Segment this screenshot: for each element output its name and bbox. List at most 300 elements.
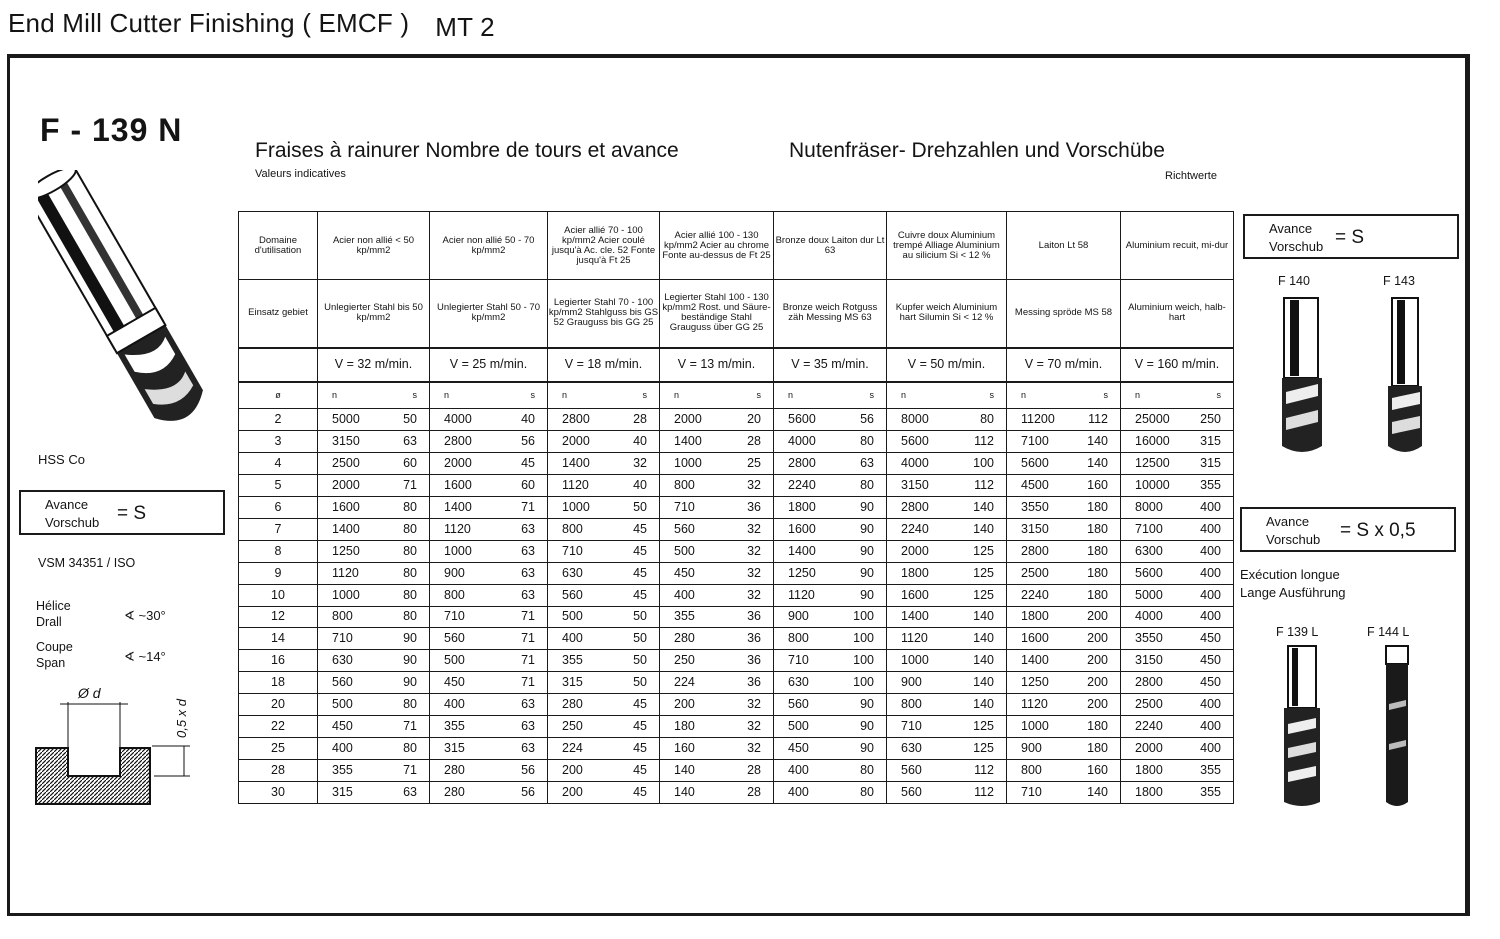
value-cell-pair	[887, 521, 1006, 536]
rpm-value: 1400	[901, 609, 929, 624]
value-cell-pair	[887, 477, 1006, 492]
rpm-value: 630	[332, 653, 353, 668]
value-cell	[430, 760, 548, 782]
rpm-value: 1600	[901, 587, 929, 602]
value-cell-pair	[887, 565, 1006, 580]
diameter-cell: 28	[239, 760, 318, 782]
rpm-value: 1400	[788, 543, 816, 558]
value-cell-pair	[318, 699, 429, 710]
feed-value: 125	[973, 719, 994, 734]
subheading-french: Valeurs indicatives	[255, 168, 346, 180]
value-cell-pair	[774, 743, 886, 754]
rpm-value: 1120	[1021, 697, 1048, 712]
value-cell	[1007, 738, 1121, 760]
rpm-value: 180	[674, 719, 695, 734]
value-cell-pair	[887, 655, 1006, 666]
feed-value: 45	[633, 543, 647, 558]
rpm-value: 4000	[901, 455, 929, 470]
feed-value: 400	[1200, 609, 1221, 624]
value-cell	[548, 716, 660, 738]
table-row	[239, 540, 1234, 562]
rpm-value: 2800	[1021, 543, 1049, 558]
header-de-cell: Kupfer weich Aluminium hart Silumin Si < 12 %	[887, 280, 1007, 348]
value-cell	[548, 431, 660, 453]
value-cell-pair	[548, 787, 659, 798]
rpm-value: 710	[444, 609, 465, 624]
feed-value: 100	[853, 631, 874, 646]
feed-value: 125	[973, 741, 994, 756]
header-fr-cell: Cuivre doux Aluminium trempé Alliage Aluminium au silicium Si < 12 %	[887, 212, 1007, 280]
value-cell-pair	[660, 499, 773, 514]
cutting-angle-label	[36, 639, 73, 671]
value-cell-pair	[318, 565, 429, 580]
header-fr-cell: Acier non allié < 50 kp/mm2	[318, 212, 430, 280]
rpm-value: 2800	[444, 433, 472, 448]
value-cell-pair	[548, 699, 659, 710]
value-cell-pair	[430, 633, 547, 644]
value-cell	[430, 738, 548, 760]
feed-long-label-fr: Avance	[1266, 514, 1310, 529]
value-cell	[1007, 672, 1121, 694]
rpm-value: 710	[901, 719, 922, 734]
feed-value: 400	[1200, 587, 1221, 602]
value-cell	[548, 672, 660, 694]
feed-value: 56	[521, 433, 535, 448]
n-s-header-pair	[548, 390, 659, 401]
feed-value: 180	[1087, 719, 1108, 734]
title-text: End Mill Cutter Finishing ( EMCF )	[8, 8, 410, 38]
table-row	[239, 694, 1234, 716]
value-cell	[887, 782, 1007, 804]
value-cell-pair	[887, 414, 1006, 425]
rpm-value: n	[1021, 390, 1027, 401]
rpm-value: 200	[674, 697, 695, 712]
rpm-value: 355	[332, 763, 353, 778]
diameter-cell: 10	[239, 584, 318, 606]
rpm-value: 450	[674, 565, 695, 580]
feed-value: 32	[747, 587, 761, 602]
rpm-value: n	[444, 390, 450, 401]
rpm-value: 900	[901, 675, 922, 690]
cutting-speed-cell: V = 25 m/min.	[430, 348, 548, 383]
feed-value: 50	[633, 653, 647, 668]
feed-value: s	[869, 390, 874, 401]
feed-value: 100	[973, 455, 994, 470]
value-cell	[318, 496, 430, 518]
feed-value: 71	[521, 609, 535, 624]
feed-value: 180	[1087, 521, 1108, 536]
n-s-header-pair	[318, 390, 429, 401]
rpm-value: 280	[674, 631, 695, 646]
rpm-value: 2800	[562, 412, 590, 427]
feed-value: 50	[633, 675, 647, 690]
feed-long-label-de: Vorschub	[1266, 532, 1321, 547]
value-cell	[318, 409, 430, 431]
value-cell	[1007, 540, 1121, 562]
feed-value: 400	[1200, 499, 1221, 514]
rpm-value: n	[1135, 390, 1141, 401]
rpm-value: 1000	[901, 653, 929, 668]
value-cell	[430, 716, 548, 738]
rpm-value: 1400	[332, 521, 360, 536]
cutting-speed-cell: V = 70 m/min.	[1007, 348, 1121, 383]
value-cell-pair	[660, 699, 773, 710]
value-cell-pair	[318, 655, 429, 666]
rpm-value: 2500	[1021, 565, 1049, 580]
value-cell-pair	[548, 433, 659, 448]
feed-value: 200	[1087, 653, 1108, 668]
value-cell-pair	[1121, 499, 1233, 514]
feed-value: 90	[860, 587, 874, 602]
rpm-value: 7100	[1135, 521, 1163, 536]
value-cell-pair	[1121, 743, 1233, 754]
value-cell	[774, 474, 887, 496]
value-cell	[887, 584, 1007, 606]
rpm-value: 3150	[1021, 521, 1049, 536]
rpm-value: 500	[332, 697, 353, 712]
feed-value: 71	[521, 653, 535, 668]
rpm-value: 1400	[562, 455, 590, 470]
value-cell	[318, 474, 430, 496]
cutting-angle-value: ∢ ~14°	[124, 649, 166, 664]
table-row	[239, 650, 1234, 672]
value-cell-pair	[887, 633, 1006, 644]
value-cell	[548, 584, 660, 606]
value-cell	[318, 716, 430, 738]
feed-label-de-2: Vorschub	[1269, 239, 1324, 254]
value-cell	[548, 562, 660, 584]
value-cell-pair	[548, 565, 659, 580]
rpm-value: 224	[674, 675, 695, 690]
value-cell-pair	[430, 499, 547, 514]
feed-value: 90	[860, 719, 874, 734]
feed-value: 32	[747, 697, 761, 712]
header-de-cell: Einsatz gebiet	[239, 280, 318, 348]
value-cell	[318, 738, 430, 760]
value-cell-pair	[430, 543, 547, 558]
value-cell	[318, 650, 430, 672]
feed-value: 60	[521, 477, 535, 492]
feed-value: 80	[860, 785, 874, 799]
groove-diagram	[30, 680, 210, 808]
feed-box-long-tools	[1240, 507, 1456, 552]
rpm-value: 400	[332, 741, 353, 756]
feed-value: 140	[973, 697, 994, 712]
value-cell-pair	[1121, 543, 1233, 558]
value-cell-pair	[430, 765, 547, 776]
value-cell	[1121, 496, 1234, 518]
value-cell-pair	[774, 414, 886, 425]
value-cell	[660, 716, 774, 738]
value-cell	[660, 518, 774, 540]
tool-label-f143: F 143	[1383, 274, 1415, 288]
rpm-value: 900	[1021, 741, 1042, 756]
n-s-header	[1007, 382, 1121, 408]
feed-value: 180	[1087, 741, 1108, 756]
header-de-cell: Aluminium weich, halb-hart	[1121, 280, 1234, 348]
feed-value: 450	[1200, 653, 1221, 668]
rpm-value: n	[788, 390, 794, 401]
feed-value: 140	[973, 653, 994, 668]
value-cell-pair	[1007, 477, 1120, 492]
feed-value: 71	[403, 719, 417, 734]
feed-value: 125	[973, 565, 994, 580]
value-cell-pair	[1007, 414, 1120, 425]
value-cell-pair	[774, 699, 886, 710]
end-mill-cutter-illustration	[38, 170, 228, 460]
value-cell-pair	[774, 565, 886, 580]
value-cell-pair	[1007, 611, 1120, 622]
value-cell	[1007, 650, 1121, 672]
value-cell-pair	[660, 433, 773, 448]
feed-value: 36	[747, 631, 761, 646]
rpm-value: 315	[562, 675, 583, 690]
value-cell	[548, 628, 660, 650]
diameter-header: ø	[239, 382, 318, 408]
value-cell-pair	[430, 587, 547, 602]
feed-value: 63	[521, 697, 535, 712]
rpm-value: 1400	[444, 499, 472, 514]
feed-value: 36	[747, 675, 761, 690]
feed-value: 45	[633, 587, 647, 602]
rpm-value: n	[674, 390, 680, 401]
value-cell-pair	[1121, 765, 1233, 776]
value-cell	[548, 409, 660, 431]
rpm-value: 800	[788, 631, 809, 646]
rpm-value: 1600	[332, 499, 360, 514]
value-cell	[660, 672, 774, 694]
n-s-header	[1121, 382, 1234, 408]
value-cell-pair	[774, 477, 886, 492]
value-cell	[660, 738, 774, 760]
rpm-value: 6300	[1135, 543, 1163, 558]
value-cell	[1121, 518, 1234, 540]
value-cell-pair	[548, 543, 659, 558]
value-cell	[318, 518, 430, 540]
value-cell-pair	[1007, 565, 1120, 580]
feed-value: 80	[403, 521, 417, 536]
value-cell-pair	[887, 455, 1006, 470]
mt-label: MT 2	[435, 12, 495, 42]
rpm-value: 800	[444, 587, 465, 602]
value-cell-pair	[318, 499, 429, 514]
value-cell	[774, 452, 887, 474]
feed-value: 160	[1087, 763, 1108, 778]
rpm-value: 560	[444, 631, 465, 646]
rpm-value: 710	[1021, 785, 1042, 799]
feed-value: 140	[1087, 433, 1108, 448]
header-de-cell: Messing spröde MS 58	[1007, 280, 1121, 348]
value-cell-pair	[548, 721, 659, 732]
value-cell-pair	[430, 677, 547, 688]
rpm-value: 25000	[1135, 412, 1170, 427]
value-cell	[1121, 409, 1234, 431]
n-s-header	[774, 382, 887, 408]
value-cell	[660, 606, 774, 628]
value-cell	[318, 672, 430, 694]
value-cell-pair	[548, 455, 659, 470]
document-title	[8, 8, 495, 42]
feed-value: s	[642, 390, 647, 401]
value-cell-pair	[1007, 543, 1120, 558]
value-cell	[774, 606, 887, 628]
rpm-value: 2500	[1135, 697, 1163, 712]
rpm-value: 5600	[901, 433, 929, 448]
feed-value: 80	[403, 543, 417, 558]
feed-value: 50	[633, 609, 647, 624]
value-cell	[774, 540, 887, 562]
rpm-value: 560	[901, 785, 922, 799]
diameter-cell: 8	[239, 540, 318, 562]
value-cell-pair	[660, 655, 773, 666]
feed-value: 63	[521, 543, 535, 558]
rpm-value: 3550	[1135, 631, 1163, 646]
value-cell-pair	[774, 433, 886, 448]
n-s-header	[887, 382, 1007, 408]
feed-value: 80	[403, 697, 417, 712]
value-cell-pair	[1007, 787, 1120, 798]
table-row	[239, 628, 1234, 650]
rpm-value: 5600	[1135, 565, 1163, 580]
value-cell-pair	[318, 587, 429, 602]
feed-value: 200	[1087, 675, 1108, 690]
rpm-value: 5000	[332, 412, 360, 427]
rpm-value: 560	[901, 763, 922, 778]
value-cell-pair	[1121, 611, 1233, 622]
value-cell-pair	[774, 655, 886, 666]
feed-value: 112	[974, 763, 994, 778]
feed-value: 90	[403, 675, 417, 690]
value-cell-pair	[430, 655, 547, 666]
tool-label-f144l: F 144 L	[1367, 625, 1410, 639]
value-cell-pair	[774, 455, 886, 470]
table-row	[239, 606, 1234, 628]
rpm-value: 1400	[674, 433, 702, 448]
value-cell-pair	[887, 765, 1006, 776]
header-de-cell: Legierter Stahl 70 - 100 kp/mm2 Stahlguss bis GS 52 Grauguss bis GG 25	[548, 280, 660, 348]
value-cell	[318, 628, 430, 650]
table-row	[239, 716, 1234, 738]
diameter-cell: 25	[239, 738, 318, 760]
rpm-value: 1800	[1135, 763, 1163, 778]
cutting-speed-cell: V = 18 m/min.	[548, 348, 660, 383]
rpm-value: 4000	[788, 433, 816, 448]
feed-value: 90	[403, 631, 417, 646]
rpm-value: 200	[562, 785, 583, 799]
rpm-value: 800	[901, 697, 922, 712]
value-cell-pair	[774, 765, 886, 776]
feed-value: 80	[980, 412, 994, 427]
value-cell	[430, 628, 548, 650]
feed-value: 400	[1200, 521, 1221, 536]
value-cell-pair	[430, 721, 547, 732]
cut-de: Span	[36, 656, 66, 670]
rpm-value: 4000	[1135, 609, 1163, 624]
feed-value: 200	[1087, 609, 1108, 624]
value-cell-pair	[1121, 699, 1233, 710]
value-cell	[1121, 562, 1234, 584]
value-cell	[774, 716, 887, 738]
cutting-speed-row	[239, 348, 1234, 383]
rpm-value: 355	[674, 609, 695, 624]
value-cell	[660, 760, 774, 782]
value-cell	[430, 562, 548, 584]
feed-value: 80	[403, 741, 417, 756]
feed-value: 71	[403, 763, 417, 778]
value-cell-pair	[774, 633, 886, 644]
value-cell	[318, 431, 430, 453]
feed-value: 355	[1200, 477, 1221, 492]
rpm-value: 4000	[444, 412, 472, 427]
value-cell-pair	[774, 499, 886, 514]
feed-value: 160	[1087, 477, 1108, 492]
rpm-value: 1000	[332, 587, 360, 602]
feed-value: 56	[860, 412, 874, 427]
header-row-german	[239, 280, 1234, 348]
feed-value: 140	[973, 631, 994, 646]
value-cell-pair	[548, 765, 659, 776]
value-cell-pair	[660, 587, 773, 602]
rpm-value: 400	[674, 587, 695, 602]
value-cell-pair	[1121, 414, 1233, 425]
value-cell	[430, 650, 548, 672]
value-cell	[548, 474, 660, 496]
feed-value: 400	[1200, 565, 1221, 580]
value-cell-pair	[318, 787, 429, 798]
value-cell-pair	[318, 543, 429, 558]
value-cell	[1007, 496, 1121, 518]
value-cell	[430, 694, 548, 716]
feed-value: 90	[860, 521, 874, 536]
rpm-value: 1400	[1021, 653, 1049, 668]
feed-value: 45	[633, 741, 647, 756]
feed-value: 400	[1200, 697, 1221, 712]
feed-value: s	[412, 390, 417, 401]
feed-value: 315	[1200, 433, 1221, 448]
rpm-value: 450	[332, 719, 353, 734]
feed-value: 400	[1200, 741, 1221, 756]
value-cell-pair	[887, 743, 1006, 754]
rpm-value: 2800	[901, 499, 929, 514]
rpm-value: 5600	[1021, 455, 1049, 470]
feed-value: 71	[403, 477, 417, 492]
value-cell	[887, 562, 1007, 584]
rpm-value: 16000	[1135, 433, 1170, 448]
feed-value: 32	[633, 455, 647, 470]
material-label: HSS Co	[38, 452, 85, 467]
feed-value: 90	[403, 653, 417, 668]
rpm-value: 800	[332, 609, 353, 624]
value-cell	[1121, 738, 1234, 760]
value-cell	[1121, 650, 1234, 672]
value-cell-pair	[774, 587, 886, 602]
tool-label-f140: F 140	[1278, 274, 1310, 288]
value-cell-pair	[430, 455, 547, 470]
value-cell-pair	[318, 633, 429, 644]
long-execution-de: Lange Ausführung	[1240, 585, 1346, 600]
header-fr-cell: Bronze doux Laiton dur Lt 63	[774, 212, 887, 280]
value-cell	[887, 496, 1007, 518]
rpm-value: n	[562, 390, 568, 401]
value-cell	[430, 409, 548, 431]
value-cell	[1007, 518, 1121, 540]
value-cell-pair	[660, 543, 773, 558]
table-row	[239, 562, 1234, 584]
value-cell-pair	[1121, 787, 1233, 798]
feed-value: 56	[521, 763, 535, 778]
value-cell-pair	[548, 655, 659, 666]
rpm-value: 560	[788, 697, 809, 712]
